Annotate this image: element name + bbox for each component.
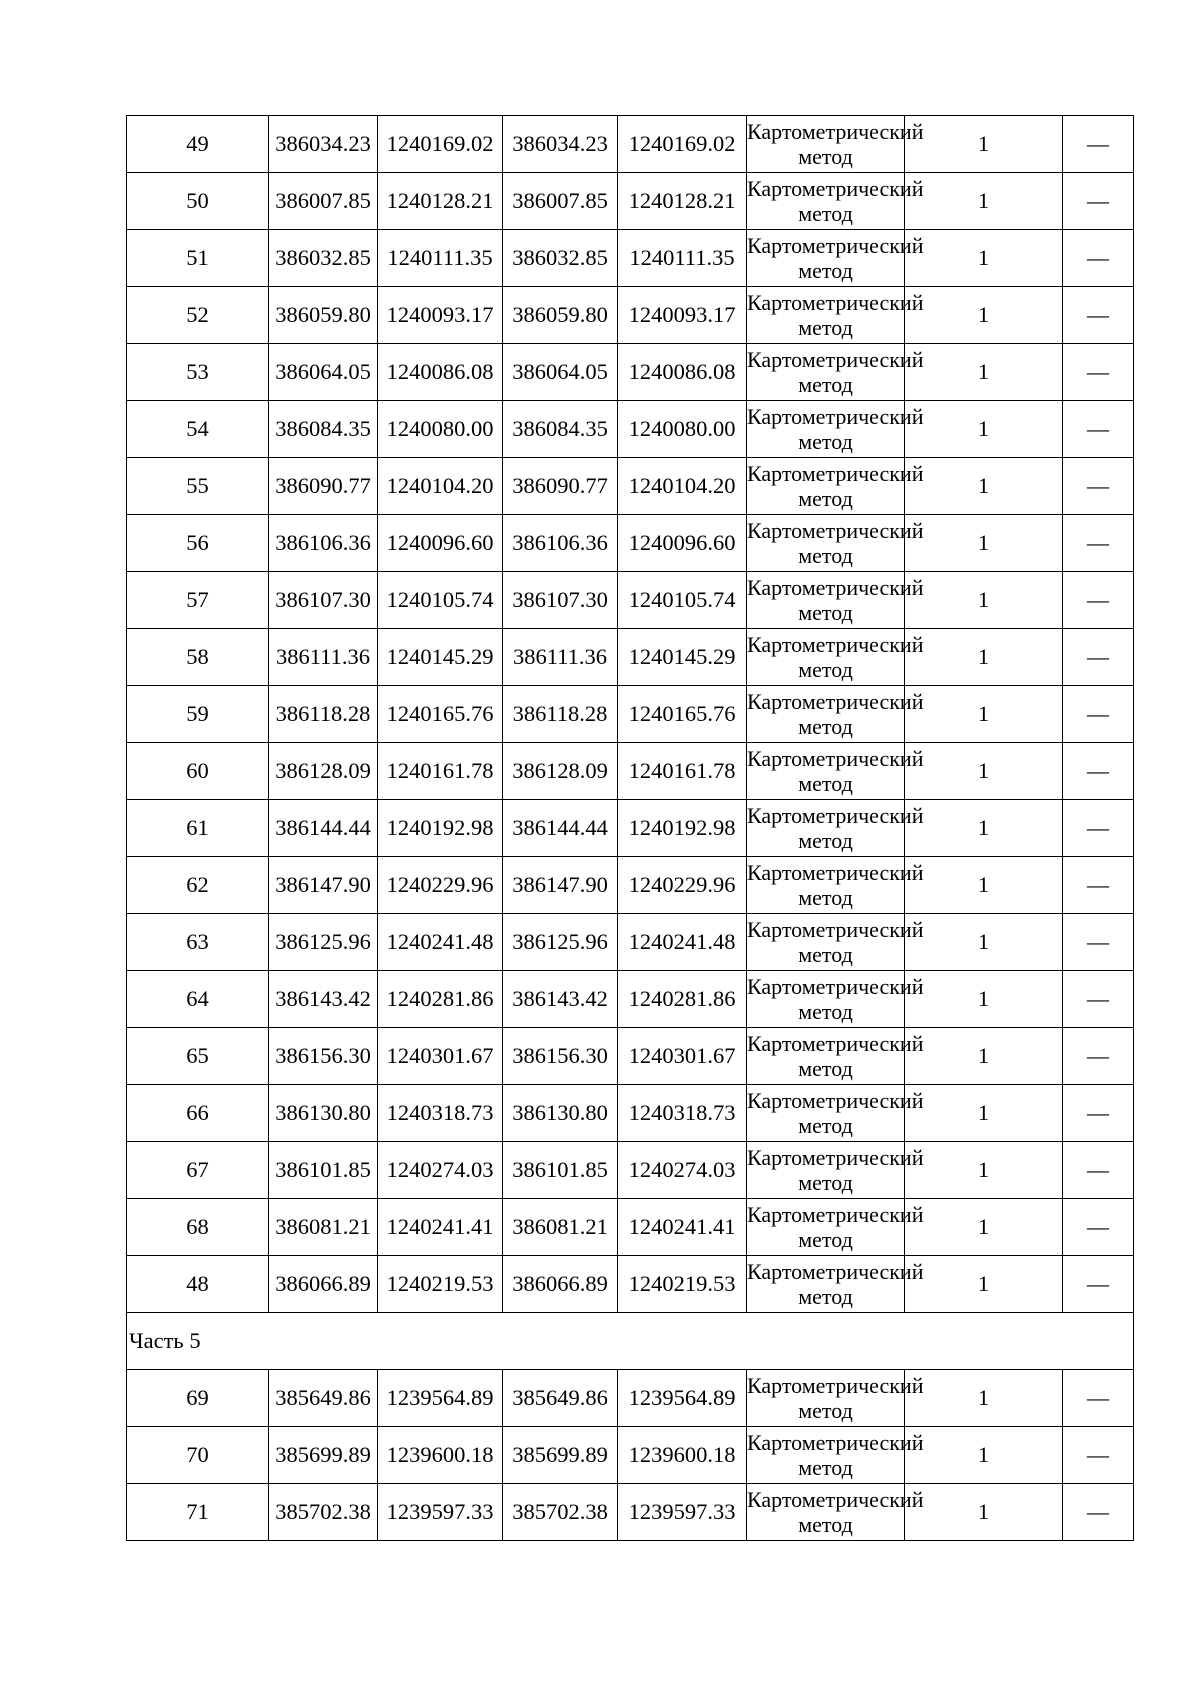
specified-x-coordinate-cell: 385649.86 — [503, 1370, 618, 1427]
specified-x-coordinate-cell: 385702.38 — [503, 1484, 618, 1541]
note-cell: — — [1063, 914, 1134, 971]
existing-y-coordinate-cell: 1240318.73 — [378, 1085, 503, 1142]
section-heading: Часть 5 — [127, 1313, 1134, 1370]
specified-y-coordinate-cell: 1240318.73 — [618, 1085, 747, 1142]
existing-x-coordinate-cell: 386101.85 — [269, 1142, 378, 1199]
existing-y-coordinate-cell: 1240241.41 — [378, 1199, 503, 1256]
accuracy-cell: 1 — [905, 1427, 1063, 1484]
specified-x-coordinate-cell: 386084.35 — [503, 401, 618, 458]
accuracy-cell: 1 — [905, 743, 1063, 800]
existing-x-coordinate-cell: 386147.90 — [269, 857, 378, 914]
determination-method-cell: Картометрический метод — [747, 1199, 905, 1256]
specified-x-coordinate-cell: 386107.30 — [503, 572, 618, 629]
accuracy-cell: 1 — [905, 230, 1063, 287]
specified-y-coordinate-cell: 1240192.98 — [618, 800, 747, 857]
table-row — [127, 572, 1134, 629]
section-heading-row — [127, 1313, 1134, 1370]
table-row — [127, 1028, 1134, 1085]
determination-method-cell: Картометрический метод — [747, 629, 905, 686]
specified-x-coordinate-cell: 386130.80 — [503, 1085, 618, 1142]
table-row — [127, 515, 1134, 572]
specified-y-coordinate-cell: 1240093.17 — [618, 287, 747, 344]
existing-y-coordinate-cell: 1240219.53 — [378, 1256, 503, 1313]
determination-method-cell: Картометрический метод — [747, 1085, 905, 1142]
point-number-cell: 56 — [127, 515, 269, 572]
specified-y-coordinate-cell: 1240281.86 — [618, 971, 747, 1028]
note-cell: — — [1063, 458, 1134, 515]
specified-x-coordinate-cell: 386059.80 — [503, 287, 618, 344]
determination-method-cell: Картометрический метод — [747, 401, 905, 458]
existing-x-coordinate-cell: 386090.77 — [269, 458, 378, 515]
existing-x-coordinate-cell: 386064.05 — [269, 344, 378, 401]
specified-x-coordinate-cell: 386034.23 — [503, 116, 618, 173]
accuracy-cell: 1 — [905, 1484, 1063, 1541]
point-number-cell: 71 — [127, 1484, 269, 1541]
point-number-cell: 58 — [127, 629, 269, 686]
table-row — [127, 1427, 1134, 1484]
note-cell: — — [1063, 173, 1134, 230]
accuracy-cell: 1 — [905, 515, 1063, 572]
point-number-cell: 55 — [127, 458, 269, 515]
existing-y-coordinate-cell: 1240080.00 — [378, 401, 503, 458]
accuracy-cell: 1 — [905, 800, 1063, 857]
specified-x-coordinate-cell: 386081.21 — [503, 1199, 618, 1256]
table-body — [127, 116, 1134, 1541]
existing-y-coordinate-cell: 1239597.33 — [378, 1484, 503, 1541]
determination-method-cell: Картометрический метод — [747, 800, 905, 857]
note-cell: — — [1063, 1142, 1134, 1199]
existing-x-coordinate-cell: 386066.89 — [269, 1256, 378, 1313]
specified-x-coordinate-cell: 386066.89 — [503, 1256, 618, 1313]
determination-method-cell: Картометрический метод — [747, 686, 905, 743]
point-number-cell: 61 — [127, 800, 269, 857]
specified-x-coordinate-cell: 386144.44 — [503, 800, 618, 857]
specified-x-coordinate-cell: 386106.36 — [503, 515, 618, 572]
specified-y-coordinate-cell: 1240128.21 — [618, 173, 747, 230]
accuracy-cell: 1 — [905, 1028, 1063, 1085]
point-number-cell: 52 — [127, 287, 269, 344]
existing-y-coordinate-cell: 1240301.67 — [378, 1028, 503, 1085]
existing-y-coordinate-cell: 1240274.03 — [378, 1142, 503, 1199]
note-cell: — — [1063, 1028, 1134, 1085]
table-row — [127, 230, 1134, 287]
existing-x-coordinate-cell: 386034.23 — [269, 116, 378, 173]
existing-x-coordinate-cell: 386059.80 — [269, 287, 378, 344]
specified-x-coordinate-cell: 386007.85 — [503, 173, 618, 230]
table-row — [127, 1142, 1134, 1199]
existing-x-coordinate-cell: 386118.28 — [269, 686, 378, 743]
point-number-cell: 54 — [127, 401, 269, 458]
determination-method-cell: Картометрический метод — [747, 914, 905, 971]
table-row — [127, 1370, 1134, 1427]
point-number-cell: 70 — [127, 1427, 269, 1484]
note-cell: — — [1063, 287, 1134, 344]
existing-x-coordinate-cell: 386125.96 — [269, 914, 378, 971]
accuracy-cell: 1 — [905, 287, 1063, 344]
specified-y-coordinate-cell: 1240241.41 — [618, 1199, 747, 1256]
existing-y-coordinate-cell: 1239564.89 — [378, 1370, 503, 1427]
determination-method-cell: Картометрический метод — [747, 1427, 905, 1484]
determination-method-cell: Картометрический метод — [747, 1484, 905, 1541]
accuracy-cell: 1 — [905, 1256, 1063, 1313]
table-row — [127, 458, 1134, 515]
existing-y-coordinate-cell: 1240241.48 — [378, 914, 503, 971]
note-cell: — — [1063, 1085, 1134, 1142]
existing-x-coordinate-cell: 386128.09 — [269, 743, 378, 800]
accuracy-cell: 1 — [905, 1199, 1063, 1256]
existing-x-coordinate-cell: 386156.30 — [269, 1028, 378, 1085]
existing-y-coordinate-cell: 1240161.78 — [378, 743, 503, 800]
determination-method-cell: Картометрический метод — [747, 1028, 905, 1085]
specified-y-coordinate-cell: 1240229.96 — [618, 857, 747, 914]
accuracy-cell: 1 — [905, 914, 1063, 971]
specified-y-coordinate-cell: 1240219.53 — [618, 1256, 747, 1313]
existing-x-coordinate-cell: 386107.30 — [269, 572, 378, 629]
point-number-cell: 62 — [127, 857, 269, 914]
determination-method-cell: Картометрический метод — [747, 857, 905, 914]
existing-y-coordinate-cell: 1240165.76 — [378, 686, 503, 743]
accuracy-cell: 1 — [905, 686, 1063, 743]
existing-x-coordinate-cell: 386007.85 — [269, 173, 378, 230]
existing-x-coordinate-cell: 385699.89 — [269, 1427, 378, 1484]
existing-y-coordinate-cell: 1240281.86 — [378, 971, 503, 1028]
determination-method-cell: Картометрический метод — [747, 116, 905, 173]
note-cell: — — [1063, 401, 1134, 458]
point-number-cell: 50 — [127, 173, 269, 230]
table-row — [127, 1256, 1134, 1313]
accuracy-cell: 1 — [905, 1370, 1063, 1427]
table-row — [127, 914, 1134, 971]
specified-y-coordinate-cell: 1240080.00 — [618, 401, 747, 458]
specified-y-coordinate-cell: 1239597.33 — [618, 1484, 747, 1541]
point-number-cell: 59 — [127, 686, 269, 743]
existing-x-coordinate-cell: 386084.35 — [269, 401, 378, 458]
point-number-cell: 67 — [127, 1142, 269, 1199]
note-cell: — — [1063, 344, 1134, 401]
specified-y-coordinate-cell: 1240165.76 — [618, 686, 747, 743]
existing-x-coordinate-cell: 386130.80 — [269, 1085, 378, 1142]
specified-x-coordinate-cell: 386032.85 — [503, 230, 618, 287]
point-number-cell: 69 — [127, 1370, 269, 1427]
specified-y-coordinate-cell: 1240096.60 — [618, 515, 747, 572]
note-cell: — — [1063, 1256, 1134, 1313]
accuracy-cell: 1 — [905, 344, 1063, 401]
table-row — [127, 287, 1134, 344]
accuracy-cell: 1 — [905, 173, 1063, 230]
note-cell: — — [1063, 1427, 1134, 1484]
determination-method-cell: Картометрический метод — [747, 1256, 905, 1313]
table-row — [127, 173, 1134, 230]
point-number-cell: 53 — [127, 344, 269, 401]
point-number-cell: 49 — [127, 116, 269, 173]
note-cell: — — [1063, 857, 1134, 914]
existing-y-coordinate-cell: 1240105.74 — [378, 572, 503, 629]
existing-y-coordinate-cell: 1240093.17 — [378, 287, 503, 344]
accuracy-cell: 1 — [905, 1085, 1063, 1142]
existing-y-coordinate-cell: 1240229.96 — [378, 857, 503, 914]
point-number-cell: 66 — [127, 1085, 269, 1142]
existing-y-coordinate-cell: 1240145.29 — [378, 629, 503, 686]
note-cell: — — [1063, 743, 1134, 800]
determination-method-cell: Картометрический метод — [747, 344, 905, 401]
table-row — [127, 629, 1134, 686]
point-number-cell: 63 — [127, 914, 269, 971]
point-number-cell: 48 — [127, 1256, 269, 1313]
table-row — [127, 401, 1134, 458]
note-cell: — — [1063, 686, 1134, 743]
existing-x-coordinate-cell: 386111.36 — [269, 629, 378, 686]
existing-x-coordinate-cell: 386081.21 — [269, 1199, 378, 1256]
note-cell: — — [1063, 230, 1134, 287]
specified-x-coordinate-cell: 386125.96 — [503, 914, 618, 971]
specified-x-coordinate-cell: 386064.05 — [503, 344, 618, 401]
specified-x-coordinate-cell: 386156.30 — [503, 1028, 618, 1085]
note-cell: — — [1063, 572, 1134, 629]
determination-method-cell: Картометрический метод — [747, 743, 905, 800]
existing-y-coordinate-cell: 1240128.21 — [378, 173, 503, 230]
specified-y-coordinate-cell: 1240161.78 — [618, 743, 747, 800]
determination-method-cell: Картометрический метод — [747, 173, 905, 230]
specified-x-coordinate-cell: 386101.85 — [503, 1142, 618, 1199]
existing-y-coordinate-cell: 1239600.18 — [378, 1427, 503, 1484]
table-row — [127, 1484, 1134, 1541]
specified-y-coordinate-cell: 1240104.20 — [618, 458, 747, 515]
existing-x-coordinate-cell: 386106.36 — [269, 515, 378, 572]
specified-x-coordinate-cell: 386111.36 — [503, 629, 618, 686]
note-cell: — — [1063, 1370, 1134, 1427]
existing-x-coordinate-cell: 385702.38 — [269, 1484, 378, 1541]
determination-method-cell: Картометрический метод — [747, 572, 905, 629]
determination-method-cell: Картометрический метод — [747, 458, 905, 515]
determination-method-cell: Картометрический метод — [747, 287, 905, 344]
existing-x-coordinate-cell: 386143.42 — [269, 971, 378, 1028]
existing-x-coordinate-cell: 385649.86 — [269, 1370, 378, 1427]
table-row — [127, 743, 1134, 800]
table-row — [127, 1085, 1134, 1142]
accuracy-cell: 1 — [905, 857, 1063, 914]
note-cell: — — [1063, 515, 1134, 572]
existing-y-coordinate-cell: 1240111.35 — [378, 230, 503, 287]
specified-y-coordinate-cell: 1240169.02 — [618, 116, 747, 173]
specified-y-coordinate-cell: 1240111.35 — [618, 230, 747, 287]
table-row — [127, 800, 1134, 857]
existing-y-coordinate-cell: 1240104.20 — [378, 458, 503, 515]
determination-method-cell: Картометрический метод — [747, 1142, 905, 1199]
note-cell: — — [1063, 1199, 1134, 1256]
note-cell: — — [1063, 629, 1134, 686]
specified-x-coordinate-cell: 385699.89 — [503, 1427, 618, 1484]
accuracy-cell: 1 — [905, 629, 1063, 686]
table-row — [127, 344, 1134, 401]
specified-y-coordinate-cell: 1240145.29 — [618, 629, 747, 686]
specified-x-coordinate-cell: 386090.77 — [503, 458, 618, 515]
specified-y-coordinate-cell: 1240105.74 — [618, 572, 747, 629]
specified-y-coordinate-cell: 1239564.89 — [618, 1370, 747, 1427]
coordinates-table — [126, 115, 1134, 1541]
accuracy-cell: 1 — [905, 971, 1063, 1028]
determination-method-cell: Картометрический метод — [747, 1370, 905, 1427]
point-number-cell: 68 — [127, 1199, 269, 1256]
existing-y-coordinate-cell: 1240192.98 — [378, 800, 503, 857]
point-number-cell: 65 — [127, 1028, 269, 1085]
accuracy-cell: 1 — [905, 401, 1063, 458]
specified-x-coordinate-cell: 386118.28 — [503, 686, 618, 743]
accuracy-cell: 1 — [905, 1142, 1063, 1199]
specified-y-coordinate-cell: 1240274.03 — [618, 1142, 747, 1199]
point-number-cell: 51 — [127, 230, 269, 287]
existing-y-coordinate-cell: 1240169.02 — [378, 116, 503, 173]
specified-x-coordinate-cell: 386147.90 — [503, 857, 618, 914]
accuracy-cell: 1 — [905, 458, 1063, 515]
specified-y-coordinate-cell: 1240086.08 — [618, 344, 747, 401]
note-cell: — — [1063, 116, 1134, 173]
note-cell: — — [1063, 1484, 1134, 1541]
specified-x-coordinate-cell: 386143.42 — [503, 971, 618, 1028]
determination-method-cell: Картометрический метод — [747, 971, 905, 1028]
accuracy-cell: 1 — [905, 116, 1063, 173]
existing-x-coordinate-cell: 386144.44 — [269, 800, 378, 857]
specified-x-coordinate-cell: 386128.09 — [503, 743, 618, 800]
table-row — [127, 971, 1134, 1028]
specified-y-coordinate-cell: 1240301.67 — [618, 1028, 747, 1085]
existing-y-coordinate-cell: 1240086.08 — [378, 344, 503, 401]
table-row — [127, 857, 1134, 914]
specified-y-coordinate-cell: 1239600.18 — [618, 1427, 747, 1484]
existing-x-coordinate-cell: 386032.85 — [269, 230, 378, 287]
specified-y-coordinate-cell: 1240241.48 — [618, 914, 747, 971]
point-number-cell: 60 — [127, 743, 269, 800]
determination-method-cell: Картометрический метод — [747, 230, 905, 287]
point-number-cell: 57 — [127, 572, 269, 629]
table-row — [127, 1199, 1134, 1256]
note-cell: — — [1063, 800, 1134, 857]
existing-y-coordinate-cell: 1240096.60 — [378, 515, 503, 572]
table-row — [127, 686, 1134, 743]
determination-method-cell: Картометрический метод — [747, 515, 905, 572]
note-cell: — — [1063, 971, 1134, 1028]
table-row — [127, 116, 1134, 173]
point-number-cell: 64 — [127, 971, 269, 1028]
accuracy-cell: 1 — [905, 572, 1063, 629]
